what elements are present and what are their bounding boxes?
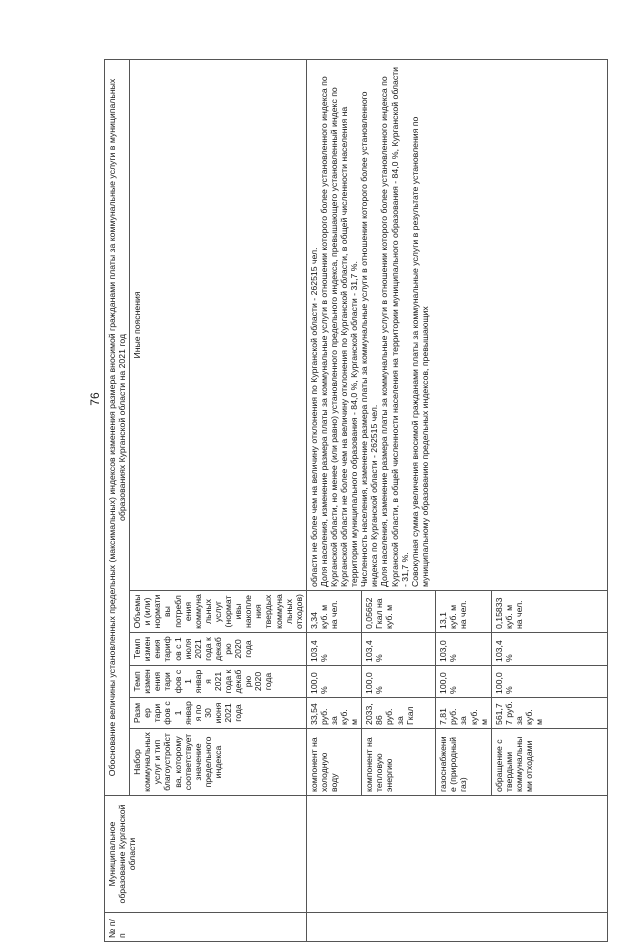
rate-jan-cell: 100,0 % [306,666,361,698]
header-municipality: Муниципальное образование Курганской области [105,796,307,913]
header-rate-jan: Темп изменения тарифов с 1 января 2021 года к декабрю 2020 года [130,666,307,698]
notes-text: области не более чем на величину отклонения по Курганской области - 262515 чел. Доля населения, изменение размера платы за коммунальные услуги в отношении которого более установленного индекса по Курганской области, но менее (или равно) установленного предельного индекса, превышающего установленный индекс по Курганской области не более чем на величину отклонения по Курганской области, в общей численности населения на территории муниципального образования - 84,0 %, Курганской области - 31,7 %. Численность населения, изменение размера платы за коммунальные услуги в отношении которого более установленного индекса по Курганской области - 262515 чел. Доля населения, изменение размера платы за коммунальные услуги в отношении которого более установленного индекса по Курганской области, в общей численности населения на территории муниципального образования - 84,0 %, Курганской области - 31,7 %. Совокупная сумма увеличения вносимой гражданами платы за коммунальные услуги в результате установления по муниципальному образованию предельных индексов, превышающих [308,67,430,587]
service-cell: обращение с твердыми коммунальными отходами [491,729,607,796]
service-cell: компонент на холодную воду [306,729,361,796]
table-row [306,59,361,941]
header-row-main [105,59,130,941]
tariff-cell: 2033,86 руб. за Гкал [362,698,436,729]
volume-cell: 0,05652 Гкал на куб. м [362,591,436,633]
tariff-cell: 7,81 руб. за куб. м [436,698,491,729]
row-municipality-cell [306,796,607,913]
header-rate-jul: Темп изменения тарифов с 1 июля 2021 года к декабрю 2020 года [130,633,307,666]
notes-cell [306,59,607,590]
header-service: Набор коммунальных услуг и тип благоустройства, которому соответствует значение предельного индекса [130,729,307,796]
volume-cell: 3,34 куб. м на чел. [306,591,361,633]
tariff-justification-table [104,59,608,942]
page-number: 76 [88,392,102,406]
rate-jul-cell: 103,4 % [362,633,436,666]
volume-cell: 0,15833 куб. м на чел. [491,591,607,633]
tariff-cell: 561,77 руб. за куб. м [491,698,607,729]
header-justification: Обоснование величины установленных предельных (максимальных) индексов изменения размера вносимой гражданами платы за коммунальные услуги в муниципальных образованиях Курганской области на 2021 год [105,59,130,795]
rate-jul-cell: 103,0 % [436,633,491,666]
rate-jul-cell: 103,4 % [306,633,361,666]
header-num: № п/п [105,913,307,942]
header-notes: Иные пояснения [130,59,307,590]
volume-cell: 13,1 куб. м на чел. [436,591,491,633]
rate-jul-cell: 103,4 % [491,633,607,666]
service-cell: компонент на тепловую энергию [362,729,436,796]
header-volume: Объемы и (или) нормативы потребления коммунальных услуг (нормативы накопления твердых коммунальных отходов) [130,591,307,633]
rate-jan-cell: 100,0 % [362,666,436,698]
rotated-table-sheet [104,60,608,942]
tariff-cell: 33,54 руб. за куб. м [306,698,361,729]
rate-jan-cell: 100,0 % [491,666,607,698]
row-num-cell [306,913,607,942]
rate-jan-cell: 100,0 % [436,666,491,698]
header-tariff: Размер тарифов с 1 января по 30 июня 2021 года [130,698,307,729]
service-cell: газоснабжение (природный газ) [436,729,491,796]
